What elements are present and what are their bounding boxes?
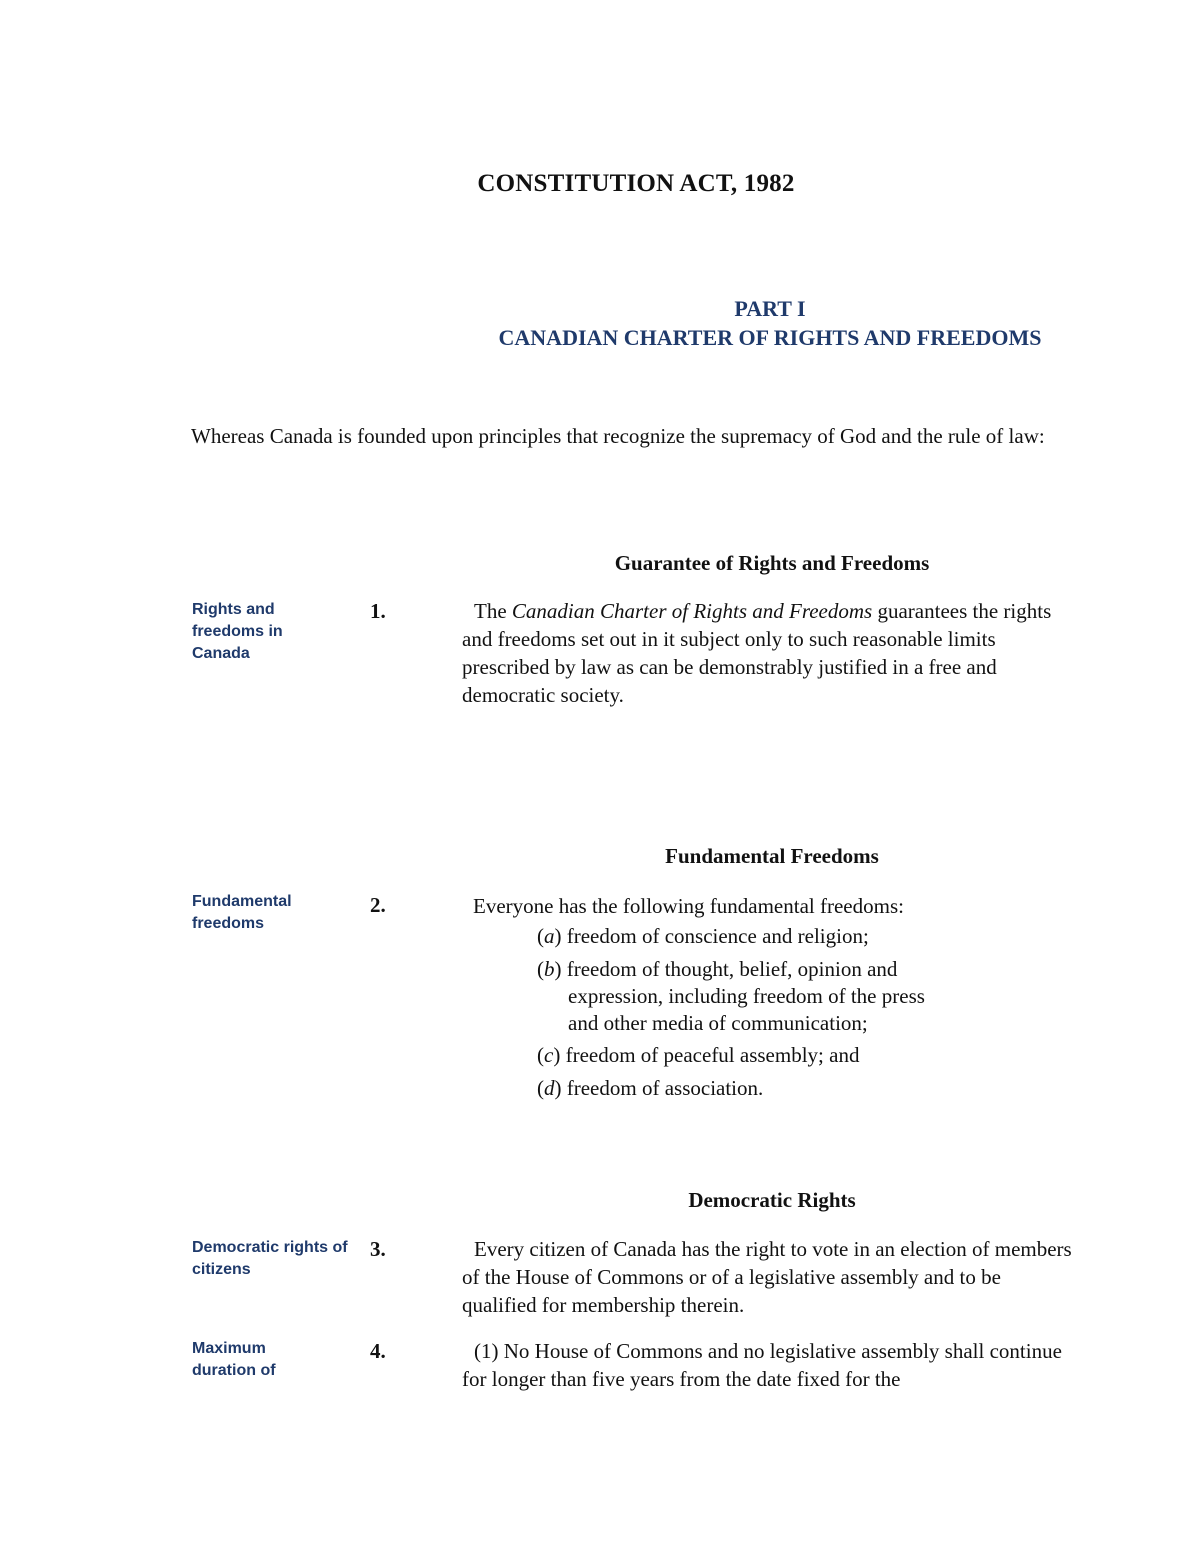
clause-b-cont-2: and other media of communication; (568, 1011, 868, 1035)
section-text-1 (462, 597, 1072, 709)
section-3-text: Every citizen of Canada has the right to vote in an election of members of the House of Commons or of a legislative assembly and to be qualified for membership therein. (462, 1237, 1072, 1317)
clause-b-cont-1: expression, including freedom of the press (568, 984, 925, 1008)
clause-d-text: freedom of association. (561, 1076, 764, 1100)
margin-note-maximum-duration: Maximum duration of (192, 1340, 276, 1379)
section-1-text-post: guarantees the rights and freedoms set out in it subject only to such reasonable limits prescribed by law as can be demonstrably justified in a free and democratic society. (462, 599, 1052, 707)
heading-guarantee: Guarantee of Rights and Freedoms (614, 551, 930, 575)
part-header (0, 294, 1200, 352)
section-1-text-pre: The (474, 599, 512, 623)
clause-d: (d) freedom of association. (537, 1076, 764, 1100)
section-number-4: 4. (370, 1339, 386, 1363)
charter-title-italic: Canadian Charter of Rights and Freedoms (511, 599, 873, 623)
section-4-text: (1) No House of Commons and no legislative assembly shall continue for longer than five years from the date fixed for the (462, 1339, 1062, 1391)
margin-note-fundamental-freedoms: Fundamental freedoms (192, 893, 292, 932)
section-number-3: 3. (370, 1237, 386, 1261)
heading-democratic-rights: Democratic Rights (688, 1188, 856, 1212)
section-2-intro: Everyone has the following fundamental freedoms: (473, 894, 904, 918)
clause-a-letter: a (544, 924, 555, 948)
margin-note-democratic-rights: Democratic rights of citizens (192, 1239, 348, 1278)
clause-d-letter: d (544, 1076, 555, 1100)
heading-fundamental-freedoms: Fundamental Freedoms (665, 844, 879, 868)
part-label: PART I (734, 296, 806, 321)
clause-b-letter: b (544, 957, 555, 981)
section-number-1: 1. (370, 599, 386, 623)
clause-c-text: freedom of peaceful assembly; and (560, 1043, 860, 1067)
section-text-3 (462, 1235, 1072, 1319)
clause-a-text: freedom of conscience and religion; (561, 924, 869, 948)
section-number-2: 2. (370, 893, 386, 917)
document-title: CONSTITUTION ACT, 1982 (477, 170, 795, 197)
margin-note-rights-and-freedoms: Rights and freedoms in Canada (192, 601, 283, 662)
clause-c: (c) freedom of peaceful assembly; and (537, 1043, 860, 1067)
clause-b-text: freedom of thought, belief, opinion and (561, 957, 898, 981)
part-title: CANADIAN CHARTER OF RIGHTS AND FREEDOMS (498, 325, 1042, 350)
clause-b: (b) freedom of thought, belief, opinion and expression, including freedom of the press and other media of communication; (537, 956, 1007, 1037)
clause-c-letter: c (544, 1043, 554, 1067)
clause-a: (a) freedom of conscience and religion; (537, 924, 869, 948)
section-text-4 (462, 1337, 1072, 1393)
preamble: Whereas Canada is founded upon principles that recognize the supremacy of God and the rule of law: (191, 424, 1045, 448)
